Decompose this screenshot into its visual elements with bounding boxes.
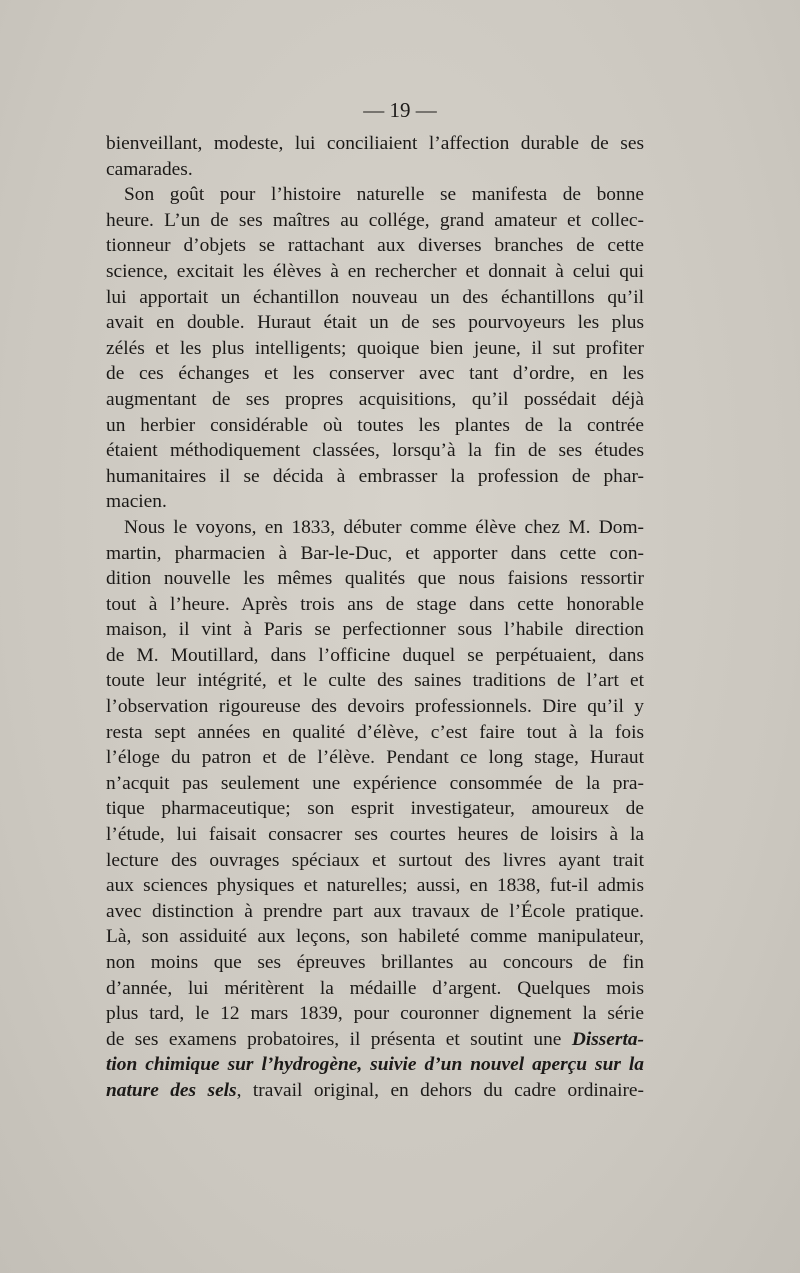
body-text [106,131,644,1104]
text-line: l’éloge du patron et de l’élève. Pendant ce long stage, Huraut [106,747,644,769]
text-line: humanitaires il se décida à embrasser la profession de phar- [106,465,644,487]
text-line: un herbier considérable où toutes les plantes de la contrée [106,414,644,436]
text-line: aux sciences physiques et naturelles; aussi, en 1838, fut-il admis [106,875,644,897]
italic-title: nature des sels [106,1079,237,1101]
text-line: camarades. [106,158,193,180]
text-line: zélés et les plus intelligents; quoique bien jeune, il sut profiter [106,337,644,359]
text-line: macien. [106,491,167,513]
text-line: martin, pharmacien à Bar-le-Duc, et apporter dans cette con- [106,542,644,564]
text-line: Son goût pour l’histoire naturelle se manifesta de bonne [124,184,644,206]
text-line: plus tard, le 12 mars 1839, pour couronner dignement la série [106,1003,644,1025]
text-line: bienveillant, modeste, lui conciliaient l’affection durable de ses [106,133,644,154]
page-number: — 19 — [363,98,437,122]
text-span: de ses examens probatoires, il présenta et soutint une [106,1028,562,1050]
text-line: maison, il vint à Paris se perfectionner sous l’habile direction [106,619,644,641]
text-line: dition nouvelle les mêmes qualités que nous faisions ressortir [106,568,644,590]
text-line: avec distinction à prendre part aux travaux de l’École pratique. [106,900,644,922]
text-line: Là, son assiduité aux leçons, son habileté comme manipulateur, [106,926,644,948]
text-span: , travail original, en dehors du cadre ordinaire- [236,1079,644,1101]
text-line: lecture des ouvrages spéciaux et surtout des livres ayant trait [106,849,644,871]
italic-title: tion chimique sur l’hydrogène, suivie d’un nouvel aperçu sur la [106,1054,644,1076]
text-line: science, excitait les élèves à en rechercher et donnait à celui qui [106,260,644,282]
text-line: tique pharmaceutique; son esprit investigateur, amoureux de [106,798,644,820]
text-line: Nous le voyons, en 1833, débuter comme élève chez M. Dom- [124,516,644,538]
text-line: l’observation rigoureuse des devoirs professionnels. Dire qu’il y [106,696,644,718]
text-line: l’étude, lui faisait consacrer ses courtes heures de loisirs à la [106,824,644,846]
text-line: resta sept années en qualité d’élève, c’est faire tout à la fois [106,721,644,743]
text-line: toute leur intégrité, et le culte des saines traditions de l’art et [106,670,644,692]
text-line: non moins que ses épreuves brillantes au concours de fin [106,952,644,973]
text-line: étaient méthodiquement classées, lorsqu’à la fin de ses études [106,440,644,462]
text-line [106,1027,644,1053]
text-line: tout à l’heure. Après trois ans de stage dans cette honorable [106,593,644,615]
text-line: avait en double. Huraut était un de ses pourvoyeurs les plus [106,312,644,334]
text-line: tionneur d’objets se rattachant aux diverses branches de cette [106,235,644,257]
text-line [106,1078,644,1104]
text-line [106,1052,644,1078]
italic-title: Disserta- [571,1028,644,1050]
text-line: n’acquit pas seulement une expérience consommée de la pra- [106,772,644,794]
text-line: de ces échanges et les conserver avec tant d’ordre, en les [106,363,644,385]
text-line: lui apportait un échantillon nouveau un des échantillons qu’il [106,286,644,308]
text-line: de M. Moutillard, dans l’officine duquel se perpétuaient, dans [106,644,644,666]
text-line: heure. L’un de ses maîtres au collége, grand amateur et collec- [106,209,644,231]
text-line: augmentant de ses propres acquisitions, qu’il possédait déjà [106,388,644,410]
text-line: d’année, lui méritèrent la médaille d’argent. Quelques mois [106,977,644,999]
